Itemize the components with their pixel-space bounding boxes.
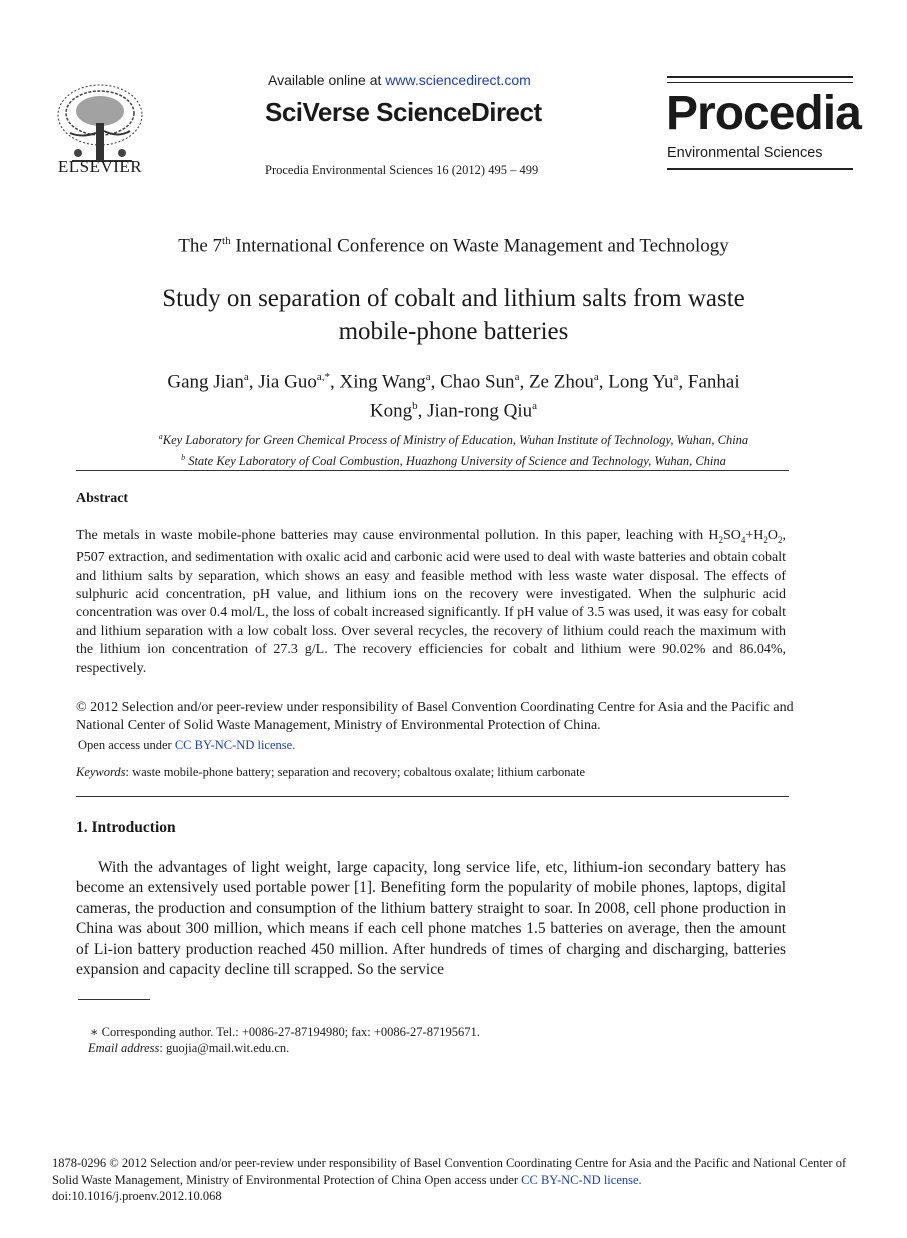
email-footnote bbox=[88, 1041, 289, 1056]
author: Chao Sun bbox=[440, 371, 515, 393]
brand-rule-top-thin bbox=[667, 82, 853, 83]
bottom-license-link[interactable]: CC BY-NC-ND license. bbox=[521, 1172, 642, 1187]
conference-prefix: The 7 bbox=[178, 235, 223, 257]
journal-reference: Procedia Environmental Sciences 16 (2012) 495 – 499 bbox=[265, 163, 539, 177]
brand-rule-bottom bbox=[667, 168, 853, 170]
author: Gang Jian bbox=[167, 371, 244, 393]
divider-top bbox=[76, 470, 789, 471]
platform-name: SciVerse ScienceDirect bbox=[265, 97, 542, 127]
abstract-text-3: +H bbox=[745, 528, 764, 543]
author-sep: , bbox=[417, 400, 428, 422]
abstract-text-1: The metals in waste mobile-phone batteries may cause environmental pollution. In this paper, leaching with H bbox=[76, 528, 719, 543]
author-sup: a bbox=[425, 371, 431, 383]
author-sup: a bbox=[532, 400, 538, 413]
elsevier-wordmark: ELSEVIER bbox=[57, 157, 143, 176]
abstract-heading: Abstract bbox=[76, 491, 129, 506]
sub-2: 2 bbox=[718, 534, 723, 545]
affiliation-b bbox=[60, 449, 847, 470]
title-line-1: Study on separation of cobalt and lithium salts from waste bbox=[162, 285, 745, 312]
affiliation-a-text: Key Laboratory for Green Chemical Process of Ministry of Education, Wuhan Institute of Technology, Wuhan, China bbox=[162, 433, 749, 448]
section-heading: 1. Introduction bbox=[76, 819, 176, 836]
sub-4: 4 bbox=[740, 534, 746, 545]
available-prefix: Available online at bbox=[268, 72, 386, 88]
abstract-body bbox=[76, 527, 786, 678]
sub-2c: 2 bbox=[778, 534, 783, 545]
keywords-list: : waste mobile-phone battery; separation and recovery; cobaltous oxalate; lithium carbonate bbox=[125, 765, 586, 779]
journal-brand: Procedia bbox=[666, 87, 861, 140]
brand-rule-top bbox=[667, 76, 853, 78]
author-list bbox=[80, 365, 827, 424]
author-sep: , bbox=[329, 371, 340, 393]
abstract-text-5: , P507 extraction, and sedimentation with oxalic acid and carbonic acid were used to deal with waste batteries and obtain cobalt and lithium salts by separation, which shows an easy and feasible method with less waste water disposal. The effects of sulphuric acid concentration, pH value, and lithium ions on the recovery were investigated. When the sulphuric acid concentration was over 0.4 mol/L, the loss of cobalt increased significantly. If pH value of 3.5 was used, it was easy for cobalt and lithium separation with a low cobalt loss. Over several recycles, the recovery of lithium could reach the maximum with the lithium ion concentration of 27.3 g/L. The recovery efficiencies for cobalt and lithium were 90.02% and 86.04%, respectively. bbox=[76, 528, 786, 676]
author: Kong bbox=[369, 400, 413, 422]
corresponding-author: ∗ Corresponding author. Tel.: +0086-27-87194980; fax: +0086-27-87195671. bbox=[90, 1025, 480, 1039]
email-address: : guojia@mail.wit.edu.cn. bbox=[159, 1041, 290, 1055]
author: Xing Wang bbox=[339, 371, 426, 393]
sub-2b: 2 bbox=[763, 534, 768, 545]
keywords bbox=[76, 765, 786, 780]
footnote-rule bbox=[78, 999, 150, 1000]
sciencedirect-link[interactable]: www.sciencedirect.com bbox=[385, 72, 531, 88]
intro-paragraph: With the advantages of light weight, large capacity, long service life, etc, lithium-ion secondary battery has become an extensively used portable power [1]. Benefiting form the popularity of mobile phones, laptops, digital cameras, the production and consumption of the lithium battery straight to soar. In 2008, cell phone production in China was about 300 million, which means if each cell phone matches 1.5 batteries on average, then the amount of Li-ion battery production reached 450 million. After hundreds of times of charging and discharging, batteries expansion and capacity decline till scrapped. So the service bbox=[76, 859, 786, 979]
affiliation-b-sup: b bbox=[181, 453, 186, 463]
abstract-text-2: SO bbox=[722, 528, 741, 543]
journal-brand-subtitle: Environmental Sciences bbox=[667, 145, 823, 161]
open-access-prefix: Open access under bbox=[78, 738, 175, 752]
author-sup: a bbox=[673, 371, 679, 383]
copyright-notice: © 2012 Selection and/or peer-review under responsibility of Basel Convention Coordinating Centre for Asia and the Pacific and National Center of Solid Waste Management, Ministry of Environmental Protection of China. bbox=[76, 700, 794, 733]
author-sup: b bbox=[412, 400, 418, 413]
author-sup: a bbox=[514, 371, 520, 383]
author-sep: , bbox=[598, 371, 609, 393]
conference-rest: International Conference on Waste Management and Technology bbox=[230, 235, 729, 257]
keywords-label: Keywords bbox=[76, 765, 126, 779]
author-sep: , bbox=[248, 371, 259, 393]
author: Ze Zhou bbox=[528, 371, 594, 393]
email-label: Email address bbox=[88, 1041, 160, 1055]
divider-bottom bbox=[76, 796, 789, 797]
conference-name bbox=[0, 235, 907, 257]
author: Jian-rong Qiu bbox=[427, 400, 533, 422]
author-sep: , Fanhai bbox=[678, 371, 740, 393]
title-line-2: mobile-phone batteries bbox=[338, 318, 569, 345]
author: Long Yu bbox=[608, 371, 674, 393]
bottom-open-access: Open access under bbox=[424, 1172, 522, 1187]
author-sup: a bbox=[243, 371, 249, 383]
open-access-note bbox=[78, 738, 295, 753]
affiliations bbox=[60, 428, 847, 470]
abstract-text-4: O bbox=[767, 528, 778, 543]
available-online bbox=[268, 72, 531, 88]
doi: doi:10.1016/j.proenv.2012.10.068 bbox=[52, 1189, 222, 1203]
license-link[interactable]: CC BY-NC-ND license. bbox=[174, 738, 296, 752]
author-sep: , bbox=[430, 371, 441, 393]
paper-title bbox=[80, 282, 827, 348]
affiliation-a-sup: a bbox=[158, 432, 163, 441]
author-sup: a bbox=[593, 371, 599, 383]
issn-text: 1878-0296 © 2012 Selection and/or peer-review under responsibility of Basel Convention Coordinating Centre for Asia and the Pacific and National Center of Solid Waste Management, Ministry of Environmental Protection of China bbox=[52, 1156, 847, 1187]
conference-sup: th bbox=[222, 235, 231, 247]
author: Jia Guo bbox=[258, 371, 317, 393]
author-sep: , bbox=[519, 371, 529, 393]
affiliation-a bbox=[60, 428, 847, 449]
author-sup: a,* bbox=[316, 371, 330, 383]
bottom-issn-block bbox=[52, 1155, 857, 1205]
affiliation-b-text: State Key Laboratory of Coal Combustion, Huazhong University of Science and Technology, Wuhan, China bbox=[185, 454, 726, 469]
